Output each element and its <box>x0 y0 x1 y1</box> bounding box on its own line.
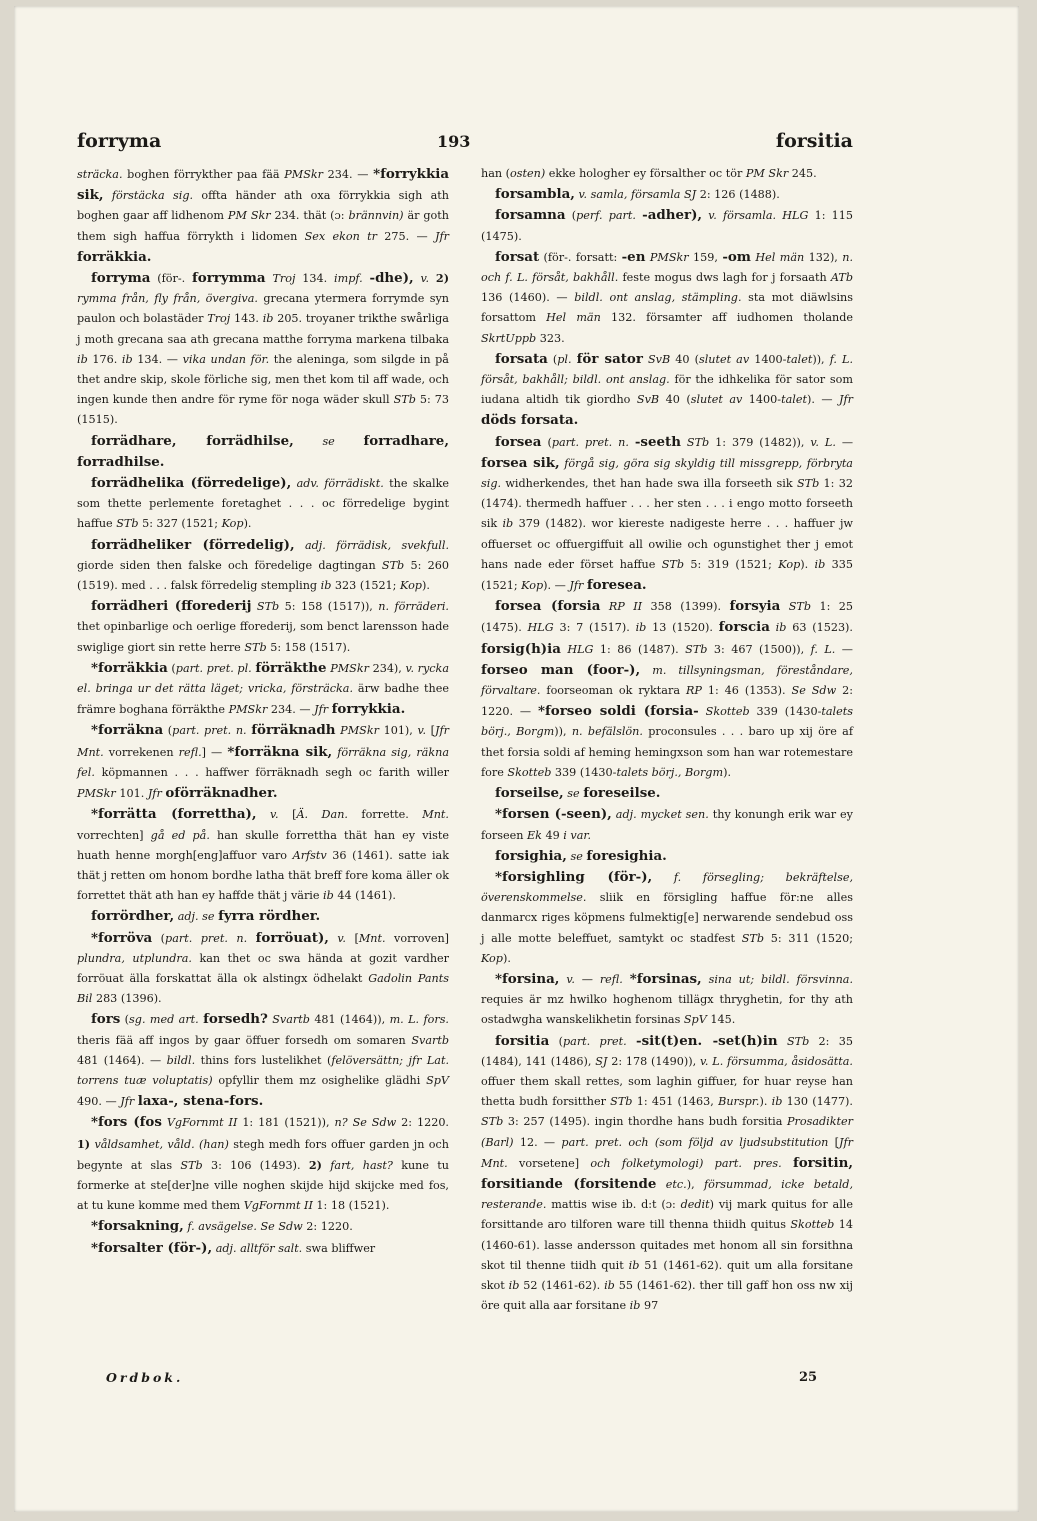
dictionary-entry: *fors (fos VgFornmt II 1: 181 (1521)), n? Se Sdw 2: 1220. 1) våldsamhet, våld. (han) stegh medh fors offuer garden jn och begynte at slas STb 3: 106 (1493). 2) fart, hast? kune tu formerke at ste[der]ne ville noghen skijde hijd skijcke med fos, at tu kune komme med them VgFornmt II 1: 18 (1521). <box>77 1114 449 1213</box>
signature-number: 25 <box>799 1370 818 1385</box>
dictionary-entry: forsat (för-. forsatt: -en PMSkr 159, -om Hel män 132), n. och f. L. försåt, bakhåll. feste mogus dws lagh for j forsaath ATb 136 (1460). — bildl. ont anslag, stämpling. sta mot diäwlsins forsattom Hel män 132. församter aff iudhomen tholande SkrtUppb 323. <box>481 248 854 345</box>
dictionary-entry: forrördher, adj. se fyrra rördher. <box>91 908 321 925</box>
dictionary-entry: forrädheri (fforederij STb 5: 158 (1517)), n. förräderi. thet opinbarlige och oerlige fforederij, som benct larensson hade swiglige giort sin rette herre STb 5: 158 (1517). <box>77 598 449 654</box>
dictionary-entry: *forsina, v. — refl. *forsinas, sina ut; bildl. försvinna. requies är mz hwilko hoghenom tillägx thryghetin, for thy ath ostadwgha wanskelikhetin forsinas SpV 145. <box>481 970 854 1027</box>
dictionary-entry: forsea (part. pret. n. -seeth STb 1: 379 (1482)), v. L. — forsea sik, förgå sig, göra sig skyldig till missgrepp, förbryta sig. widherkendes, thet han hade swa illa forseeth sik STb 1: 32 (1474). thermedh haffuer . . . her sten . . . i engo motto forseeth sik ib 379 (1482). wor kiereste nadigeste herre . . . haffuer jw offuerset oc offuergiffuit all owilie och ogunstighet ther j emot hans nade eder förset haffue STb 5: 319 (1521; Kop). ib 335 (1521; Kop). — Jfr foresea. <box>481 433 854 594</box>
dictionary-entry: forsighia, se foresighia. <box>495 847 667 864</box>
dictionary-entry: fors (sg. med art. forsedh? Svartb 481 (1464)), m. L. fors. theris fää aff ingos by gaar öffuer forsedh om somaren Svartb 481 (1464). — bildl. thins fors lustelikhet (felöversättn; jfr Lat. torrens tuæ voluptatis) opfyllir them mz osighelike glädhi SpV 490. — Jfr laxa-, stena-fors. <box>77 1011 449 1110</box>
dictionary-entry: forryma (för-. forrymma Troj 134. impf. -dhe), v. 2) rymma från, fly från, övergiva. grecana ytermera forrymde syn paulon och bolastäder Troj 143. ib 205. troyaner trikthe swårliga j moth grecana saa ath grecana matthe forryma markena tilbaka ib 176. ib 134. — vika undan för. the aleninga, som silgde in på thet andre skip, skole förliche sig, men thet kom til aff wade, och ingen kunde then andre för ryme för noga wäder skull STb 5: 73 (1515). <box>77 270 449 427</box>
dictionary-entry: forsambla, v. samla, församla SJ 2: 126 (1488). <box>495 186 780 203</box>
running-head-right: forsitia <box>775 130 853 152</box>
dictionary-entry: *forräkna (part. pret. n. förräknadh PMSkr 101), v. [Jfr Mnt. vorrekenen refl.] — *forräkna sik, förräkna sig, räkna fel. köpmannen . . . haffwer förräknadh segh oc farith willer PMSkr 101. Jfr oförräknadher. <box>77 722 450 802</box>
right-column <box>481 164 853 1316</box>
dictionary-entry: *forräkkia (part. pret. pl. förräkthe PMSkr 234), v. rycka el. bringa ur det rätta läget; vricka, försträcka. ärw badhe thee främre boghana förräkthe PMSkr 234. — Jfr forrykkia. <box>77 659 450 718</box>
dictionary-entry: forrädhare, forrädhilse, se forradhare, forradhilse. <box>77 432 449 470</box>
signature-mark: Ordbok. <box>106 1370 184 1385</box>
dictionary-entry: *forrätta (forrettha), v. [Ä. Dan. forrette. Mnt. vorrechten] gå ed på. han skulle forrettha thät han ey viste huath henne morgh[eng]affuor varo Arfstv 36 (1461). satte iak thät j retten om honom bordhe latha thät breff fore koma äller ok forrettet thät ath han ey haffde thät j värie ib 44 (1461). <box>77 806 449 903</box>
dictionary-entry: sträcka. boghen förrykther paa fää PMSkr 234. — *forrykkia sik, förstäcka sig. offta händer ath oxa förrykkia sigh ath boghen gaar aff lidhenom PM Skr 234. thät (ɔ: brännvin) är goth them sigh haffua förrykth i lidomen Sex ekon tr 275. — Jfr forräkkia. <box>77 166 449 265</box>
dictionary-entry: *forsen (-seen), adj. mycket sen. thy konungh erik war ey forseen Ek 49 i var. <box>481 806 853 842</box>
dictionary-entry: forrädheliker (förredelig), adj. förrädisk, svekfull. giorde siden then falske och föredelige dagtingan STb 5: 260 (1519). med . . . falsk förredelig stempling ib 323 (1521; Kop). <box>77 536 450 593</box>
running-head-left: forryma <box>77 130 162 152</box>
dictionary-entry: forsata (pl. för sator SvB 40 (slutet av 1400-talet)), f. L. försåt, bakhåll; bildl. ont anslag. för the idhkelika för sator som iudana altidh tik giordho SvB 40 (slutet av 1400-talet). — Jfr döds forsata. <box>481 350 854 429</box>
dictionary-entry: *forröva (part. pret. n. forröuat), v. [Mnt. vorroven] plundra, utplundra. kan thet oc swa hända at gozit vardher forröuat älla forskattat älla ok alstingx ödhelakt Gadolin Pants Bil 283 (1396). <box>77 929 450 1006</box>
dictionary-entry: *forsighling (för-), f. försegling; bekräftelse, överenskommelse. sliik en försigling haffue för:ne alles danmarcx riges köpmens fulmektig[e] nerwarende sendebud oss j alle motte beleffuet, samtykt oc stadfest STb 5: 311 (1520; Kop). <box>481 868 854 965</box>
dictionary-entry: han (osten) ekke hologher ey försalther oc tör PM Skr 245. <box>481 167 817 180</box>
left-column <box>77 164 449 1259</box>
dictionary-entry: *forsalter (för-), adj. alltför salt. swa bliffwer <box>91 1239 376 1256</box>
dictionary-entry: forsea (forsia RP II 358 (1399). forsyia STb 1: 25 (1475). HLG 3: 7 (1517). ib 13 (1520). forscia ib 63 (1523). forsig(h)ia HLG 1: 86 (1487). STb 3: 467 (1500)), f. L. — forseo man (foor-), m. tillsyningsman, föreståndare, förvaltare. foorseoman ok ryktara RP 1: 46 (1353). Se Sdw 2: 1220. — *forseo soldi (forsia- Skotteb 339 (1430-talets börj., Borgm)), n. befälslön. proconsules . . . baro up xij öre af thet forsia soldi af heming hemingxson som han war rotemestare fore Skotteb 339 (1430-talets börj., Borgm). <box>481 598 854 779</box>
dictionary-entry: *forsakning, f. avsägelse. Se Sdw 2: 1220. <box>91 1218 353 1235</box>
dictionary-entry: forrädhelika (förredelige), adv. förrädiskt. the skalke som thette perlemente foretaghet . . . oc förredelige bygint haffue STb 5: 327 (1521; Kop). <box>77 475 449 531</box>
dictionary-entry: forseilse, se foreseilse. <box>495 785 661 802</box>
dictionary-entry: forsitia (part. pret. -sit(t)en. -set(h)in STb 2: 35 (1484), 141 (1486), SJ 2: 178 (1490)), v. L. försumma, åsidosätta. offuer them skall rettes, som laghin giffuer, for huar reyse han thetta budh forsitther STb 1: 451 (1463, Burspr.). ib 130 (1477). STb 3: 257 (1495). ingin thordhe hans budh forsitia Prosadikter (Barl) 12. — part. pret. och (som följd av ljudsubstitution [Jfr Mnt. vorsetene] och folketymologi) part. pres. forsitin, forsitiande (forsitende etc.), försummad, icke betald, resterande. mattis wise ib. d:t (ɔ: dedit) vij mark quitus for alle forsittande aro tilforen ware till thenna thiidh quitus Skotteb 14 (1460-61). lasse andersson quitades met honom all sin forsithna skot til thenne tiidh quit ib 51 (1461-62). quit um alla forsitane skot ib 52 (1461-62). ib 55 (1461-62). ther till gaff hon oss nw xij öre quit alla aar forsitane ib 97 <box>481 1032 854 1313</box>
dictionary-page <box>14 6 1019 1512</box>
dictionary-entry: forsamna (perf. part. -adher), v. församla. HLG 1: 115 (1475). <box>481 207 854 243</box>
page-number: 193 <box>437 132 471 151</box>
